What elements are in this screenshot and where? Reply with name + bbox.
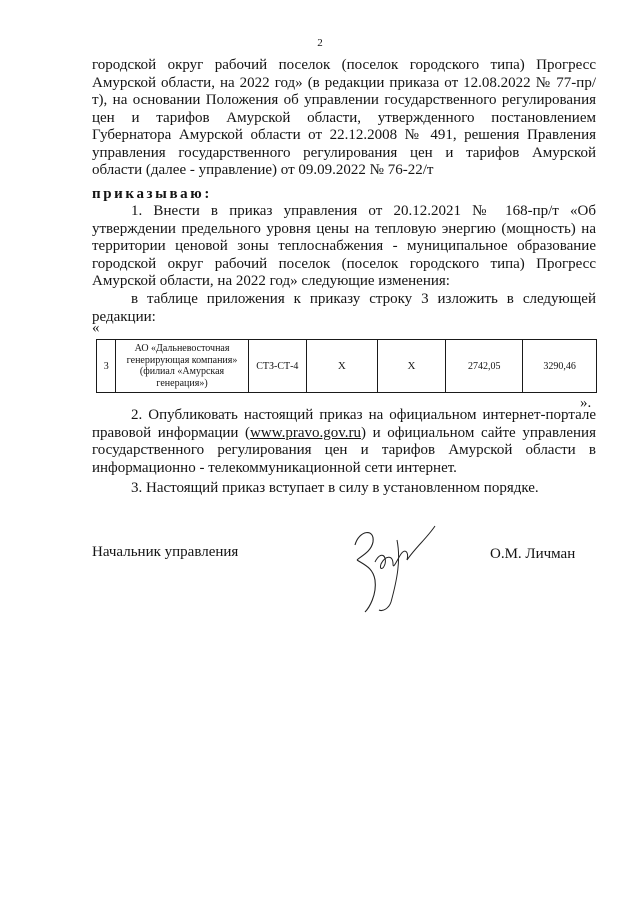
- cell-x-2: Х: [377, 340, 446, 393]
- cell-organization: АО «Дальневосточная генерирующая компания» (филиал «Амурская генерация»): [116, 340, 248, 393]
- order-item-3: 3. Настоящий приказ вступает в силу в установленном порядке.: [131, 480, 539, 496]
- quote-close: ».: [580, 395, 592, 411]
- signer-position: Начальник управления: [92, 544, 239, 560]
- signer-name: О.М. Личман: [490, 546, 576, 562]
- pravo-link[interactable]: www.pravo.gov.ru: [250, 424, 361, 441]
- table-intro: в таблице приложения к приказу строку 3 изложить в следующей редакции:: [92, 291, 596, 325]
- item2-text-after: ) и официальном сайте управления государственного регулирования цен и тарифов Амурской области в информационно - телекоммуникационной сети интернет.: [92, 424, 596, 476]
- cell-price-1: 2742,05: [446, 340, 523, 393]
- intro-paragraph: городской округ рабочий поселок (поселок городского типа) Прогресс Амурской области, на 2022 год» (в редакции приказа от 12.08.2022 № 77-пр/т), на основании Положения об управлении государственного регулирования цен и тарифов Амурской области, утвержденного постановлением Губернатора Амурской области от 22.12.2008 № 491, решения Правления управления государственного регулирования цен и тарифов Амурской области (далее - управление) от 09.09.2022 № 76-22/т: [92, 57, 596, 178]
- amendment-table: [96, 339, 597, 393]
- order-item-1: 1. Внести в приказ управления от 20.12.2021 № 168-пр/т «Об утверждении предельного уровня цены на тепловую энергию (мощность) на территории ценовой зоны теплоснабжения - муниципальное образование городской округ рабочий поселок (поселок городского типа) Прогресс Амурской области, на 2022 год» следующие изменения:: [92, 203, 596, 289]
- table-row: [97, 340, 597, 393]
- order-item-2: [92, 407, 596, 477]
- cell-price-2: 3290,46: [523, 340, 597, 393]
- cell-x-1: Х: [307, 340, 378, 393]
- item2-text-before: 2. Опубликовать настоящий приказ на официальном интернет-портале правовой информации (: [92, 407, 596, 441]
- handwritten-signature: [335, 520, 445, 615]
- cell-row-number: 3: [97, 340, 116, 393]
- page-number: 2: [317, 37, 323, 49]
- ordering-word: приказываю:: [92, 186, 212, 202]
- quote-open: «: [92, 320, 100, 336]
- cell-code: СТЗ-СТ-4: [248, 340, 306, 393]
